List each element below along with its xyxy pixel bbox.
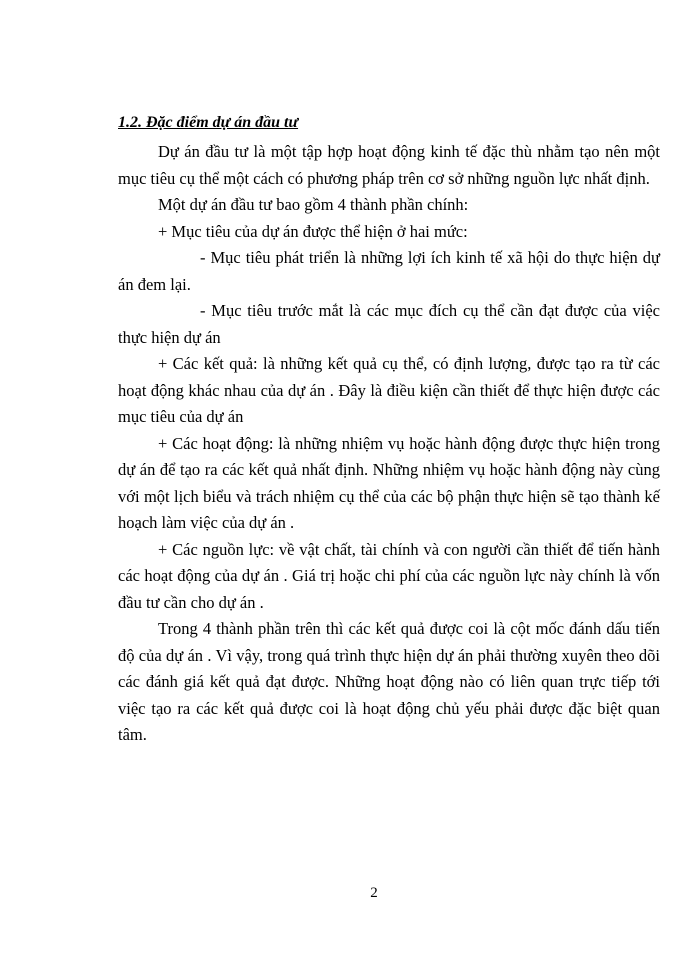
paragraph-conclusion: Trong 4 thành phần trên thì các kết quả được coi là cột mốc đánh dấu tiến độ của dự án . Vì vậy, trong quá trình thực hiện dự án phải thường xuyên theo dõi các đánh giá kết quả đạt được. Những hoạt động nào có liên quan trực tiếp tới việc tạo ra các kết quả được coi là hoạt động chủ yếu phải được đặc biệt quan tâm. [118,619,660,744]
paragraph-resources: + Các nguồn lực: về vật chất, tài chính và con người cần thiết để tiến hành các hoạt động của dự án . Giá trị hoặc chi phí của các nguồn lực này chính là vốn đầu tư cần cho dự án . [118,539,660,612]
page-number: 2 [370,885,378,901]
paragraph-immediate-objective: - Mục tiêu trước mắt là các mục đích cụ thể cần đạt được của việc thực hiện dự án [118,301,660,347]
paragraph-results: + Các kết quả: là những kết quả cụ thể, có định lượng, được tạo ra từ các hoạt động khác nhau của dự án . Đây là điều kiện cần thiết để thực hiện được các mục tiêu của dự án [118,354,660,426]
paragraph-activities: + Các hoạt động: là những nhiệm vụ hoặc hành động được thực hiện trong dự án để tạo ra các kết quả nhất định. Những nhiệm vụ hoặc hành động này cùng với một lịch biểu và trách nhiệm cụ thể của các bộ phận thực hiện sẽ tạo thành kế hoạch làm việc của dự án . [118,433,660,532]
paragraph-objectives: + Mục tiêu của dự án được thể hiện ở hai mức: [158,221,468,241]
section-heading: 1.2. Đặc điểm dự án đầu tư [118,114,299,131]
paragraph-components-intro: Một dự án đầu tư bao gồm 4 thành phần chính: [158,195,469,214]
body-text [118,139,660,749]
paragraph-development-objective: - Mục tiêu phát triển là những lợi ích kinh tế xã hội do thực hiện dự án đem lại. [118,248,660,294]
paragraph-definition: Dự án đầu tư là một tập hợp hoạt động kinh tế đặc thù nhằm tạo nên một mục tiêu cụ thể một cách có phương pháp trên cơ sở những nguồn lực nhất định. [118,142,660,188]
